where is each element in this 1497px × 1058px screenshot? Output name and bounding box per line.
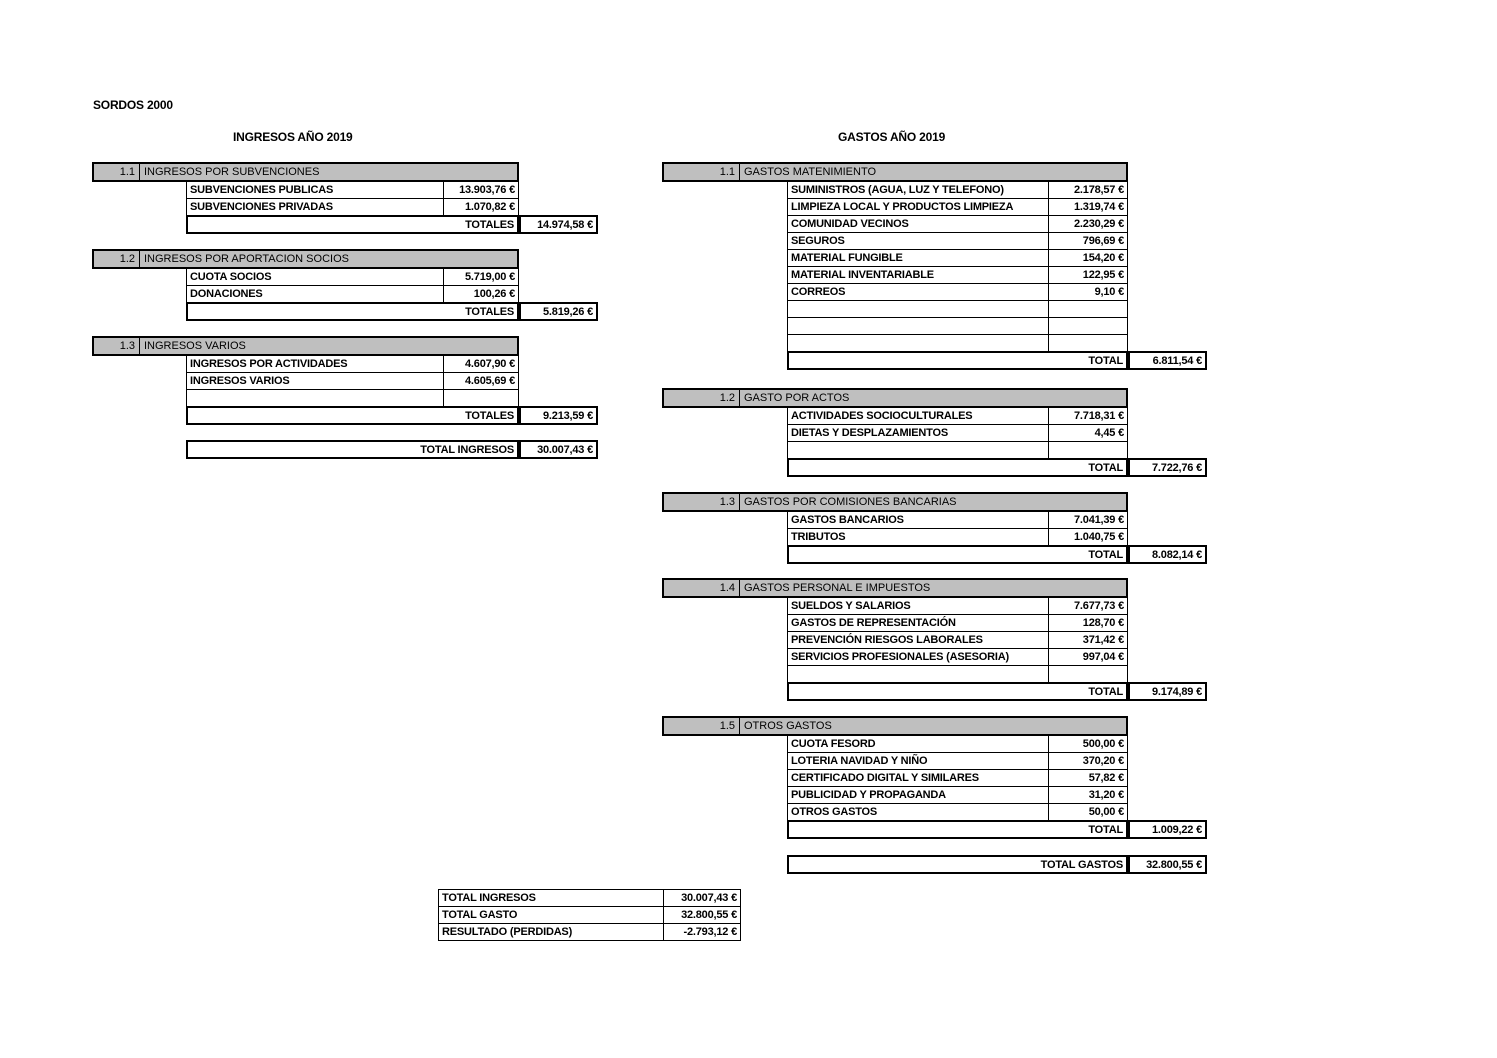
table-row [186, 355, 519, 373]
table-row [787, 631, 1128, 649]
section-header [92, 162, 519, 182]
row-label: LOTERIA NAVIDAD Y NIÑO [788, 753, 1049, 769]
table-row-empty [787, 441, 1128, 459]
table-row [186, 268, 519, 286]
section-rows [186, 268, 519, 303]
section-header [92, 336, 519, 356]
table-row [787, 614, 1128, 632]
row-label: GASTOS DE REPRESENTACIÓN [788, 615, 1049, 631]
section-number: 1.5 [664, 718, 740, 734]
row-value: 5.719,00 € [465, 271, 515, 283]
table-row [787, 266, 1128, 284]
row-label: SUMINISTROS (AGUA, LUZ Y TELEFONO) [788, 182, 1049, 198]
table-row [787, 786, 1128, 804]
section-header [662, 388, 1128, 408]
section-rows [787, 181, 1128, 352]
row-label: SUELDOS Y SALARIOS [788, 598, 1049, 614]
section-title: GASTO POR ACTOS [744, 392, 850, 404]
row-label: COMUNIDAD VECINOS [788, 216, 1049, 232]
ingresos-section-varios [92, 336, 598, 425]
section-total-label: TOTALES [186, 406, 519, 425]
section-header [92, 249, 519, 269]
section-header [662, 162, 1128, 182]
row-label [788, 666, 1049, 682]
row-value [444, 390, 518, 406]
row-value: 4.605,69 € [465, 375, 515, 387]
ingresos-column-title: INGRESOS AÑO 2019 [233, 130, 353, 144]
gastos-section-mantenimiento [662, 162, 1207, 370]
section-total-row [787, 458, 1207, 477]
row-value: 2.230,29 € [1074, 218, 1124, 230]
table-row [787, 283, 1128, 301]
row-label: CUOTA FESORD [788, 736, 1049, 752]
row-label: OTROS GASTOS [788, 804, 1049, 820]
row-label: CORREOS [788, 284, 1049, 300]
row-label: LIMPIEZA LOCAL Y PRODUCTOS LIMPIEZA [788, 199, 1049, 215]
row-value [1049, 301, 1127, 317]
row-value: 7.718,31 € [1074, 410, 1124, 422]
row-label [788, 318, 1049, 334]
section-title: GASTOS MATENIMIENTO [744, 166, 877, 178]
summary-value: -2.793,12 € [683, 926, 737, 938]
row-label: ACTIVIDADES SOCIOCULTURALES [788, 408, 1049, 424]
row-label: PREVENCIÓN RIESGOS LABORALES [788, 632, 1049, 648]
section-total-label: TOTAL [787, 545, 1128, 564]
table-row-empty [787, 334, 1128, 352]
table-row [787, 198, 1128, 216]
section-total-row [186, 302, 598, 321]
row-value [1049, 442, 1127, 458]
summary-row [438, 889, 741, 907]
table-row [787, 215, 1128, 233]
row-value [1049, 335, 1127, 351]
row-label: MATERIAL INVENTARIABLE [788, 267, 1049, 283]
summary-label: TOTAL GASTO [439, 907, 664, 923]
section-total-value: 8.082,14 € [1128, 545, 1207, 564]
row-value: 50,00 € [1088, 806, 1124, 818]
total-gastos-row [787, 855, 1207, 874]
table-row [787, 511, 1128, 529]
table-row [186, 181, 519, 199]
section-title: INGRESOS POR APORTACION SOCIOS [144, 253, 349, 265]
section-rows [186, 181, 519, 216]
table-row [787, 424, 1128, 442]
section-total-row [186, 215, 598, 234]
section-rows [787, 597, 1128, 683]
row-label: PUBLICIDAD Y PROPAGANDA [788, 787, 1049, 803]
section-title: INGRESOS VARIOS [144, 340, 246, 352]
row-label: SERVICIOS PROFESIONALES (ASESORIA) [788, 649, 1049, 665]
row-value: 370,20 € [1082, 755, 1124, 767]
table-row [787, 528, 1128, 546]
row-label: SUBVENCIONES PUBLICAS [187, 182, 444, 198]
grand-total-value: 32.800,55 € [1128, 855, 1207, 874]
row-label [788, 301, 1049, 317]
row-label: SEGUROS [788, 233, 1049, 249]
section-total-value: 5.819,26 € [519, 302, 598, 321]
row-label: MATERIAL FUNGIBLE [788, 250, 1049, 266]
row-value: 2.178,57 € [1074, 184, 1124, 196]
row-value: 7.041,39 € [1074, 514, 1124, 526]
row-value: 7.677,73 € [1074, 600, 1124, 612]
row-value: 9,10 € [1094, 286, 1124, 298]
row-value: 13.903,76 € [459, 184, 515, 196]
row-label [788, 335, 1049, 351]
section-total-value: 6.811,54 € [1128, 351, 1207, 370]
summary-value: 30.007,43 € [681, 892, 737, 904]
table-row [186, 198, 519, 216]
grand-total-label: TOTAL GASTOS [787, 855, 1128, 874]
row-value [1049, 666, 1127, 682]
table-row [186, 372, 519, 390]
table-row [787, 407, 1128, 425]
summary-label: RESULTADO (PERDIDAS) [439, 924, 664, 940]
section-rows [787, 735, 1128, 821]
row-value: 997,04 € [1082, 651, 1124, 663]
row-label: DIETAS Y DESPLAZAMIENTOS [788, 425, 1049, 441]
row-value: 57,82 € [1088, 772, 1124, 784]
section-total-label: TOTAL [787, 820, 1128, 839]
ingresos-section-subvenciones [92, 162, 598, 234]
gastos-section-otros [662, 716, 1207, 839]
section-total-value: 7.722,76 € [1128, 458, 1207, 477]
table-row [787, 597, 1128, 615]
section-total-label: TOTALES [186, 302, 519, 321]
row-value: 1.319,74 € [1074, 201, 1124, 213]
row-label [788, 442, 1049, 458]
row-value: 4.607,90 € [465, 358, 515, 370]
total-ingresos-row [186, 440, 598, 459]
gastos-section-actos [662, 388, 1207, 477]
summary-value: 32.800,55 € [681, 909, 737, 921]
row-value: 100,26 € [473, 288, 515, 300]
section-total-row [186, 406, 598, 425]
doc-title: SORDOS 2000 [93, 98, 173, 112]
table-row [787, 249, 1128, 267]
row-label: CERTIFICADO DIGITAL Y SIMILARES [788, 770, 1049, 786]
section-title: INGRESOS POR SUBVENCIONES [144, 166, 320, 178]
row-label: CUOTA SOCIOS [187, 269, 444, 285]
gastos-section-personal-impuestos [662, 578, 1207, 701]
section-total-row [787, 682, 1207, 701]
section-title: GASTOS POR COMISIONES BANCARIAS [744, 496, 957, 508]
summary-row [438, 923, 741, 941]
row-value: 371,42 € [1082, 634, 1124, 646]
table-row [787, 769, 1128, 787]
section-total-value: 9.174,89 € [1128, 682, 1207, 701]
ingresos-section-aportacion-socios [92, 249, 598, 321]
gastos-column-title: GASTOS AÑO 2019 [838, 130, 946, 144]
table-row [787, 181, 1128, 199]
table-row [787, 648, 1128, 666]
row-value: 154,20 € [1082, 252, 1124, 264]
row-label [187, 390, 444, 406]
section-total-value: 9.213,59 € [519, 406, 598, 425]
table-row-empty [186, 389, 519, 407]
table-row-empty [787, 317, 1128, 335]
section-header [662, 492, 1128, 512]
row-label: GASTOS BANCARIOS [788, 512, 1049, 528]
section-total-value: 1.009,22 € [1128, 820, 1207, 839]
row-label: INGRESOS POR ACTIVIDADES [187, 356, 444, 372]
gastos-section-comisiones-bancarias [662, 492, 1207, 564]
row-value: 4,45 € [1094, 427, 1124, 439]
section-total-row [787, 545, 1207, 564]
section-number: 1.2 [664, 390, 740, 406]
section-header [662, 578, 1128, 598]
row-label: TRIBUTOS [788, 529, 1049, 545]
row-value: 500,00 € [1082, 738, 1124, 750]
row-value: 128,70 € [1082, 617, 1124, 629]
table-row [186, 285, 519, 303]
row-label: INGRESOS VARIOS [187, 373, 444, 389]
table-row-empty [787, 300, 1128, 318]
summary-table [438, 890, 741, 941]
section-total-label: TOTAL [787, 682, 1128, 701]
table-row [787, 803, 1128, 821]
table-row-empty [787, 665, 1128, 683]
section-number: 1.1 [664, 164, 740, 180]
section-rows [787, 511, 1128, 546]
row-value: 1.040,75 € [1074, 531, 1124, 543]
section-rows [787, 407, 1128, 459]
row-value: 31,20 € [1088, 789, 1124, 801]
section-title: OTROS GASTOS [744, 720, 832, 732]
row-label: SUBVENCIONES PRIVADAS [187, 199, 444, 215]
summary-row [438, 906, 741, 924]
section-total-row [787, 820, 1207, 839]
table-row [787, 752, 1128, 770]
grand-total-label: TOTAL INGRESOS [186, 440, 519, 459]
section-total-label: TOTAL [787, 458, 1128, 477]
row-value [1049, 318, 1127, 334]
row-value: 796,69 € [1082, 235, 1124, 247]
section-rows [186, 355, 519, 407]
section-header [662, 716, 1128, 736]
section-number: 1.2 [94, 251, 140, 267]
table-row [787, 735, 1128, 753]
row-label: DONACIONES [187, 286, 444, 302]
section-number: 1.4 [664, 580, 740, 596]
row-value: 122,95 € [1082, 269, 1124, 281]
section-title: GASTOS PERSONAL E IMPUESTOS [744, 582, 931, 594]
section-total-row [787, 351, 1207, 370]
section-total-value: 14.974,58 € [519, 215, 598, 234]
section-number: 1.1 [94, 164, 140, 180]
grand-total-value: 30.007,43 € [519, 440, 598, 459]
section-total-label: TOTAL [787, 351, 1128, 370]
summary-label: TOTAL INGRESOS [439, 890, 664, 906]
section-total-label: TOTALES [186, 215, 519, 234]
row-value: 1.070,82 € [465, 201, 515, 213]
section-number: 1.3 [664, 494, 740, 510]
table-row [787, 232, 1128, 250]
section-number: 1.3 [94, 338, 140, 354]
